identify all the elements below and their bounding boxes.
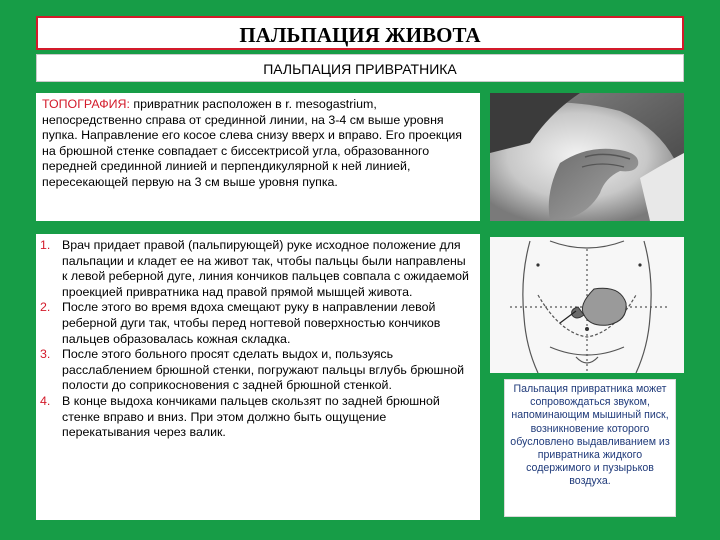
step-item [40, 394, 474, 441]
steps-panel [36, 234, 480, 520]
step-item [40, 347, 474, 394]
note-panel: Пальпация привратника может сопровождаться звуком, напоминающим мышиный писк, возникновение которого обусловлено выдавливанием из привратника жидкого содержимого и пузырьков воздуха. [504, 379, 676, 517]
topography-panel [36, 93, 480, 221]
abdomen-diagram [490, 237, 684, 373]
step-number: 3. [40, 347, 51, 362]
step-number: 4. [40, 393, 51, 408]
palpation-photo-illustration [490, 93, 684, 221]
step-number: 1. [40, 238, 51, 252]
step-text: В конце выдоха кончиками пальцев скользят по задней брюшной стенке вправо и вниз. При этом должно быть ощущение перекатывания через валик. [62, 393, 440, 440]
torso-stomach-diagram [490, 237, 684, 373]
palpation-photo [490, 93, 684, 221]
step-text: Врач придает правой (пальпирующей) руке исходное положение для пальпации и кладет ее на живот так, чтобы пальцы были направлены к левой реберной дуге, линия кончиков пальцев совпала с ожидаемой проекцией привратника над правой прямой мышцей живота. [62, 238, 469, 299]
step-item [40, 238, 474, 300]
section-subtitle: ПАЛЬПАЦИЯ ПРИВРАТНИКА [36, 54, 684, 82]
navel-marker [585, 327, 589, 331]
step-number: 2. [40, 300, 51, 315]
topography-label: ТОПОГРАФИЯ: [42, 97, 130, 111]
step-item [40, 300, 474, 347]
page-title: ПАЛЬПАЦИЯ ЖИВОТА [36, 16, 684, 50]
steps-list [40, 238, 474, 441]
step-text: После этого больного просят сделать выдох и, пользуясь расслаблением брюшной стенки, погружают пальцы вглубь брюшной полости до соприкосновения с задней брюшной стенкой. [62, 347, 465, 393]
topography-text: привратник расположен в r. mesogastrium, непосредственно справа от срединной линии, на 3-4 см выше уровня пупка. Направление его косое слева снизу вверх и вправо. Его проекция на брюшной стенке совпадает с биссектрисой угла, образованного передней срединной линией и перпендикулярной к ней линией, пересекающей первую на 3 см выше уровня пупка. [42, 97, 462, 189]
step-text: После этого во время вдоха смещают руку в направлении левой реберной дуги так, чтобы перед ногтевой поверхностью кончиков пальцев образовалась кожная складка. [62, 300, 441, 346]
